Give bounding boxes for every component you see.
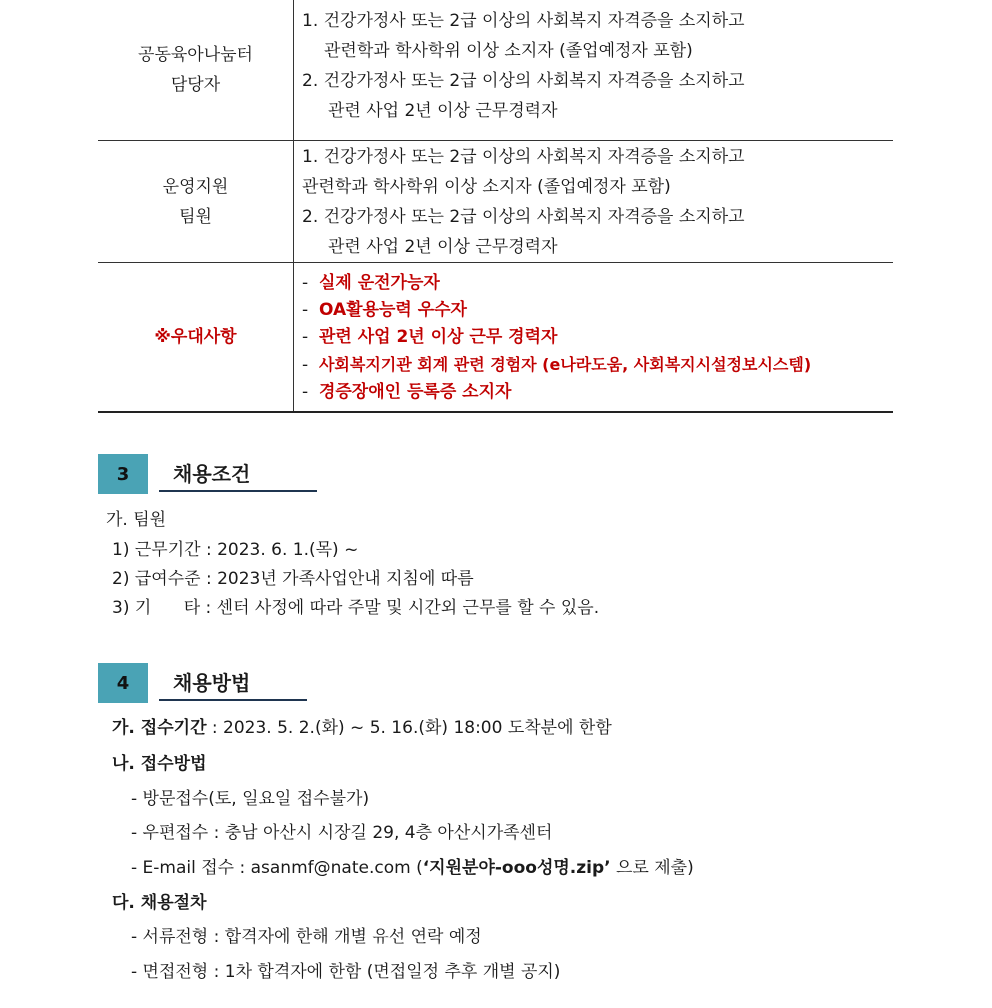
method-item: - 우편접수 : 충남 아산시 시장길 29, 4층 아산시가족센터 xyxy=(131,823,553,843)
section-number: 3 xyxy=(98,454,148,494)
condition-item: 1) 근무기간 : 2023. 6. 1.(목) ~ xyxy=(112,540,359,560)
table-row-operations xyxy=(98,140,893,262)
row-label xyxy=(98,141,294,262)
condition-item: 2) 급여수준 : 2023년 가족사업안내 지침에 따름 xyxy=(112,569,474,589)
bullet: - xyxy=(302,382,309,402)
method-label: 나. 접수방법 xyxy=(112,754,207,774)
preference-text: 사회복지기관 회계 관련 경험자 (e나라도움, 사회복지시설정보시스템) xyxy=(318,355,812,374)
preference-item xyxy=(302,324,893,351)
condition-item: 3) 기 타 : 센터 사정에 따라 주말 및 시간외 근무를 할 수 있음. xyxy=(112,598,600,618)
row-content xyxy=(294,141,893,262)
section-title: 채용조건 xyxy=(159,454,317,492)
period-label: 가. 접수기간 xyxy=(112,718,207,738)
qualification-item: 관련학과 학사학위 이상 소지자 (졸업예정자 포함) xyxy=(302,177,671,197)
qualification-item: 관련 사업 2년 이상 근무경력자 xyxy=(328,237,558,257)
table-row-childcare xyxy=(98,0,893,140)
preference-item xyxy=(302,379,893,406)
label-line: 팀원 xyxy=(179,206,212,227)
table-row-preferences xyxy=(98,262,893,411)
subsection-label: 가. 팀원 xyxy=(106,510,167,530)
email-prefix: - E-mail 접수 : asanmf@nate.com ( xyxy=(131,858,423,878)
preference-text: 실제 운전가능자 xyxy=(318,273,440,293)
qualification-item: 2. 건강가정사 또는 2급 이상의 사회복지 자격증을 소지하고 xyxy=(302,71,745,91)
label-line: 담당자 xyxy=(170,75,221,95)
row-label xyxy=(98,0,294,140)
preference-text: OA활용능력 우수자 xyxy=(318,300,467,320)
bullet: - xyxy=(302,327,309,347)
section-3-header xyxy=(98,454,251,494)
method-item: - 방문접수(토, 일요일 접수불가) xyxy=(131,789,370,809)
row-content xyxy=(294,263,893,411)
row-label xyxy=(98,263,294,411)
row-content xyxy=(294,0,893,140)
procedure-item: - 서류전형 : 합격자에 한해 개별 유선 연락 예정 xyxy=(131,927,482,947)
application-period xyxy=(112,717,612,739)
qualification-item: 1. 건강가정사 또는 2급 이상의 사회복지 자격증을 소지하고 xyxy=(302,11,745,31)
preference-item xyxy=(302,351,893,379)
section-number: 4 xyxy=(98,663,148,703)
section-title: 채용방법 xyxy=(159,663,307,701)
preference-text: 관련 사업 2년 이상 근무 경력자 xyxy=(318,327,558,347)
preference-item xyxy=(302,270,893,297)
qualification-item: 관련학과 학사학위 이상 소지자 (졸업예정자 포함) xyxy=(324,41,693,61)
bullet: - xyxy=(302,273,309,293)
bullet: - xyxy=(302,355,309,375)
label-line: 운영지원 xyxy=(162,176,229,197)
email-filename: ‘지원분야-ooo성명.zip’ xyxy=(422,858,611,878)
period-text: : 2023. 5. 2.(화) ~ 5. 16.(화) 18:00 도착분에 한함 xyxy=(206,718,612,738)
procedure-item: - 면접전형 : 1차 합격자에 한함 (면접일정 추후 개별 공지) xyxy=(131,962,561,982)
preference-text: 경증장애인 등록증 소지자 xyxy=(318,382,512,402)
qualification-item: 2. 건강가정사 또는 2급 이상의 사회복지 자격증을 소지하고 xyxy=(302,207,745,227)
preference-label: ※우대사항 xyxy=(154,327,237,347)
qualification-item: 관련 사업 2년 이상 근무경력자 xyxy=(328,101,558,121)
bullet: - xyxy=(302,300,309,320)
procedure-label: 다. 채용절차 xyxy=(112,893,207,913)
qualification-table xyxy=(98,0,893,413)
qualification-item: 1. 건강가정사 또는 2급 이상의 사회복지 자격증을 소지하고 xyxy=(302,147,745,167)
method-item-email xyxy=(131,857,694,879)
section-4-header xyxy=(98,663,251,703)
preference-item xyxy=(302,297,893,324)
email-suffix: 으로 제출) xyxy=(610,858,694,878)
label-line: 공동육아나눔터 xyxy=(138,45,253,65)
